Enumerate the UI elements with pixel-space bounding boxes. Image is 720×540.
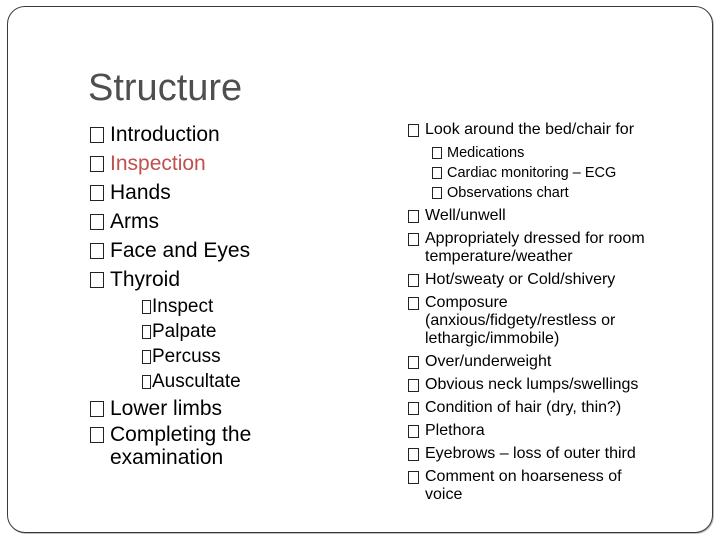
sub-list-item: Inspect — [90, 294, 350, 319]
sub-list-item: Percuss — [90, 344, 350, 369]
list-item: Plethora — [408, 422, 688, 440]
list-item: Comment on hoarseness of voice — [408, 468, 688, 504]
sub-list-item: Palpate — [90, 319, 350, 344]
list-item: Appropriately dressed for room temperature/weather — [408, 230, 688, 266]
slide-title: Structure — [88, 67, 243, 109]
list-item: Hot/sweaty or Cold/shivery — [408, 271, 688, 289]
bullet-box-icon — [90, 156, 104, 172]
bullet-box-icon — [408, 471, 419, 484]
bullet-box-icon — [408, 425, 419, 438]
bullet-box-icon — [408, 233, 419, 246]
sub-list-item: Auscultate — [90, 369, 350, 394]
list-item: Obvious neck lumps/swellings — [408, 376, 688, 394]
list-item: Composure (anxious/fidgety/restless or lethargic/immobile) — [408, 294, 688, 348]
bullet-box-icon — [90, 401, 104, 417]
sub-list-item: Observations chart — [408, 183, 688, 203]
list-item: Well/unwell — [408, 207, 688, 225]
bullet-box-icon — [432, 147, 442, 159]
bullet-box-icon — [90, 427, 104, 443]
list-item: Completing the examination — [90, 423, 350, 469]
bullet-box-icon — [90, 214, 104, 230]
bullet-box-icon — [90, 243, 104, 259]
bullet-box-icon — [408, 210, 419, 223]
list-item: Inspection — [90, 149, 350, 178]
list-item: Hands — [90, 178, 350, 207]
bullet-box-icon — [408, 297, 419, 310]
slide-frame — [7, 6, 713, 533]
bullet-box-icon — [432, 167, 442, 179]
bullet-box-icon — [408, 274, 419, 287]
sub-list-item: Cardiac monitoring – ECG — [408, 163, 688, 183]
list-item: Condition of hair (dry, thin?) — [408, 399, 688, 417]
bullet-box-icon — [408, 402, 419, 415]
bullet-box-icon — [90, 185, 104, 201]
list-item: Face and Eyes — [90, 236, 350, 265]
bullet-box-icon — [90, 127, 104, 143]
bullet-box-icon — [142, 375, 151, 389]
list-item: Arms — [90, 207, 350, 236]
list-item: Over/underweight — [408, 353, 688, 371]
bullet-box-icon — [408, 379, 419, 392]
bullet-box-icon — [90, 272, 104, 288]
bullet-box-icon — [142, 300, 151, 314]
bullet-box-icon — [408, 124, 419, 137]
bullet-box-icon — [142, 325, 151, 339]
bullet-box-icon — [408, 356, 419, 369]
list-item: Thyroid — [90, 265, 350, 294]
list-item: Look around the bed/chair for — [408, 121, 688, 139]
bullet-box-icon — [408, 448, 419, 461]
list-item: Eyebrows – loss of outer third — [408, 445, 688, 463]
left-bullet-list — [90, 120, 350, 469]
list-item: Lower limbs — [90, 394, 350, 423]
right-bullet-list — [408, 121, 688, 504]
list-item: Introduction — [90, 120, 350, 149]
bullet-box-icon — [142, 350, 151, 364]
bullet-box-icon — [432, 187, 442, 199]
sub-list-item: Medications — [408, 143, 688, 163]
